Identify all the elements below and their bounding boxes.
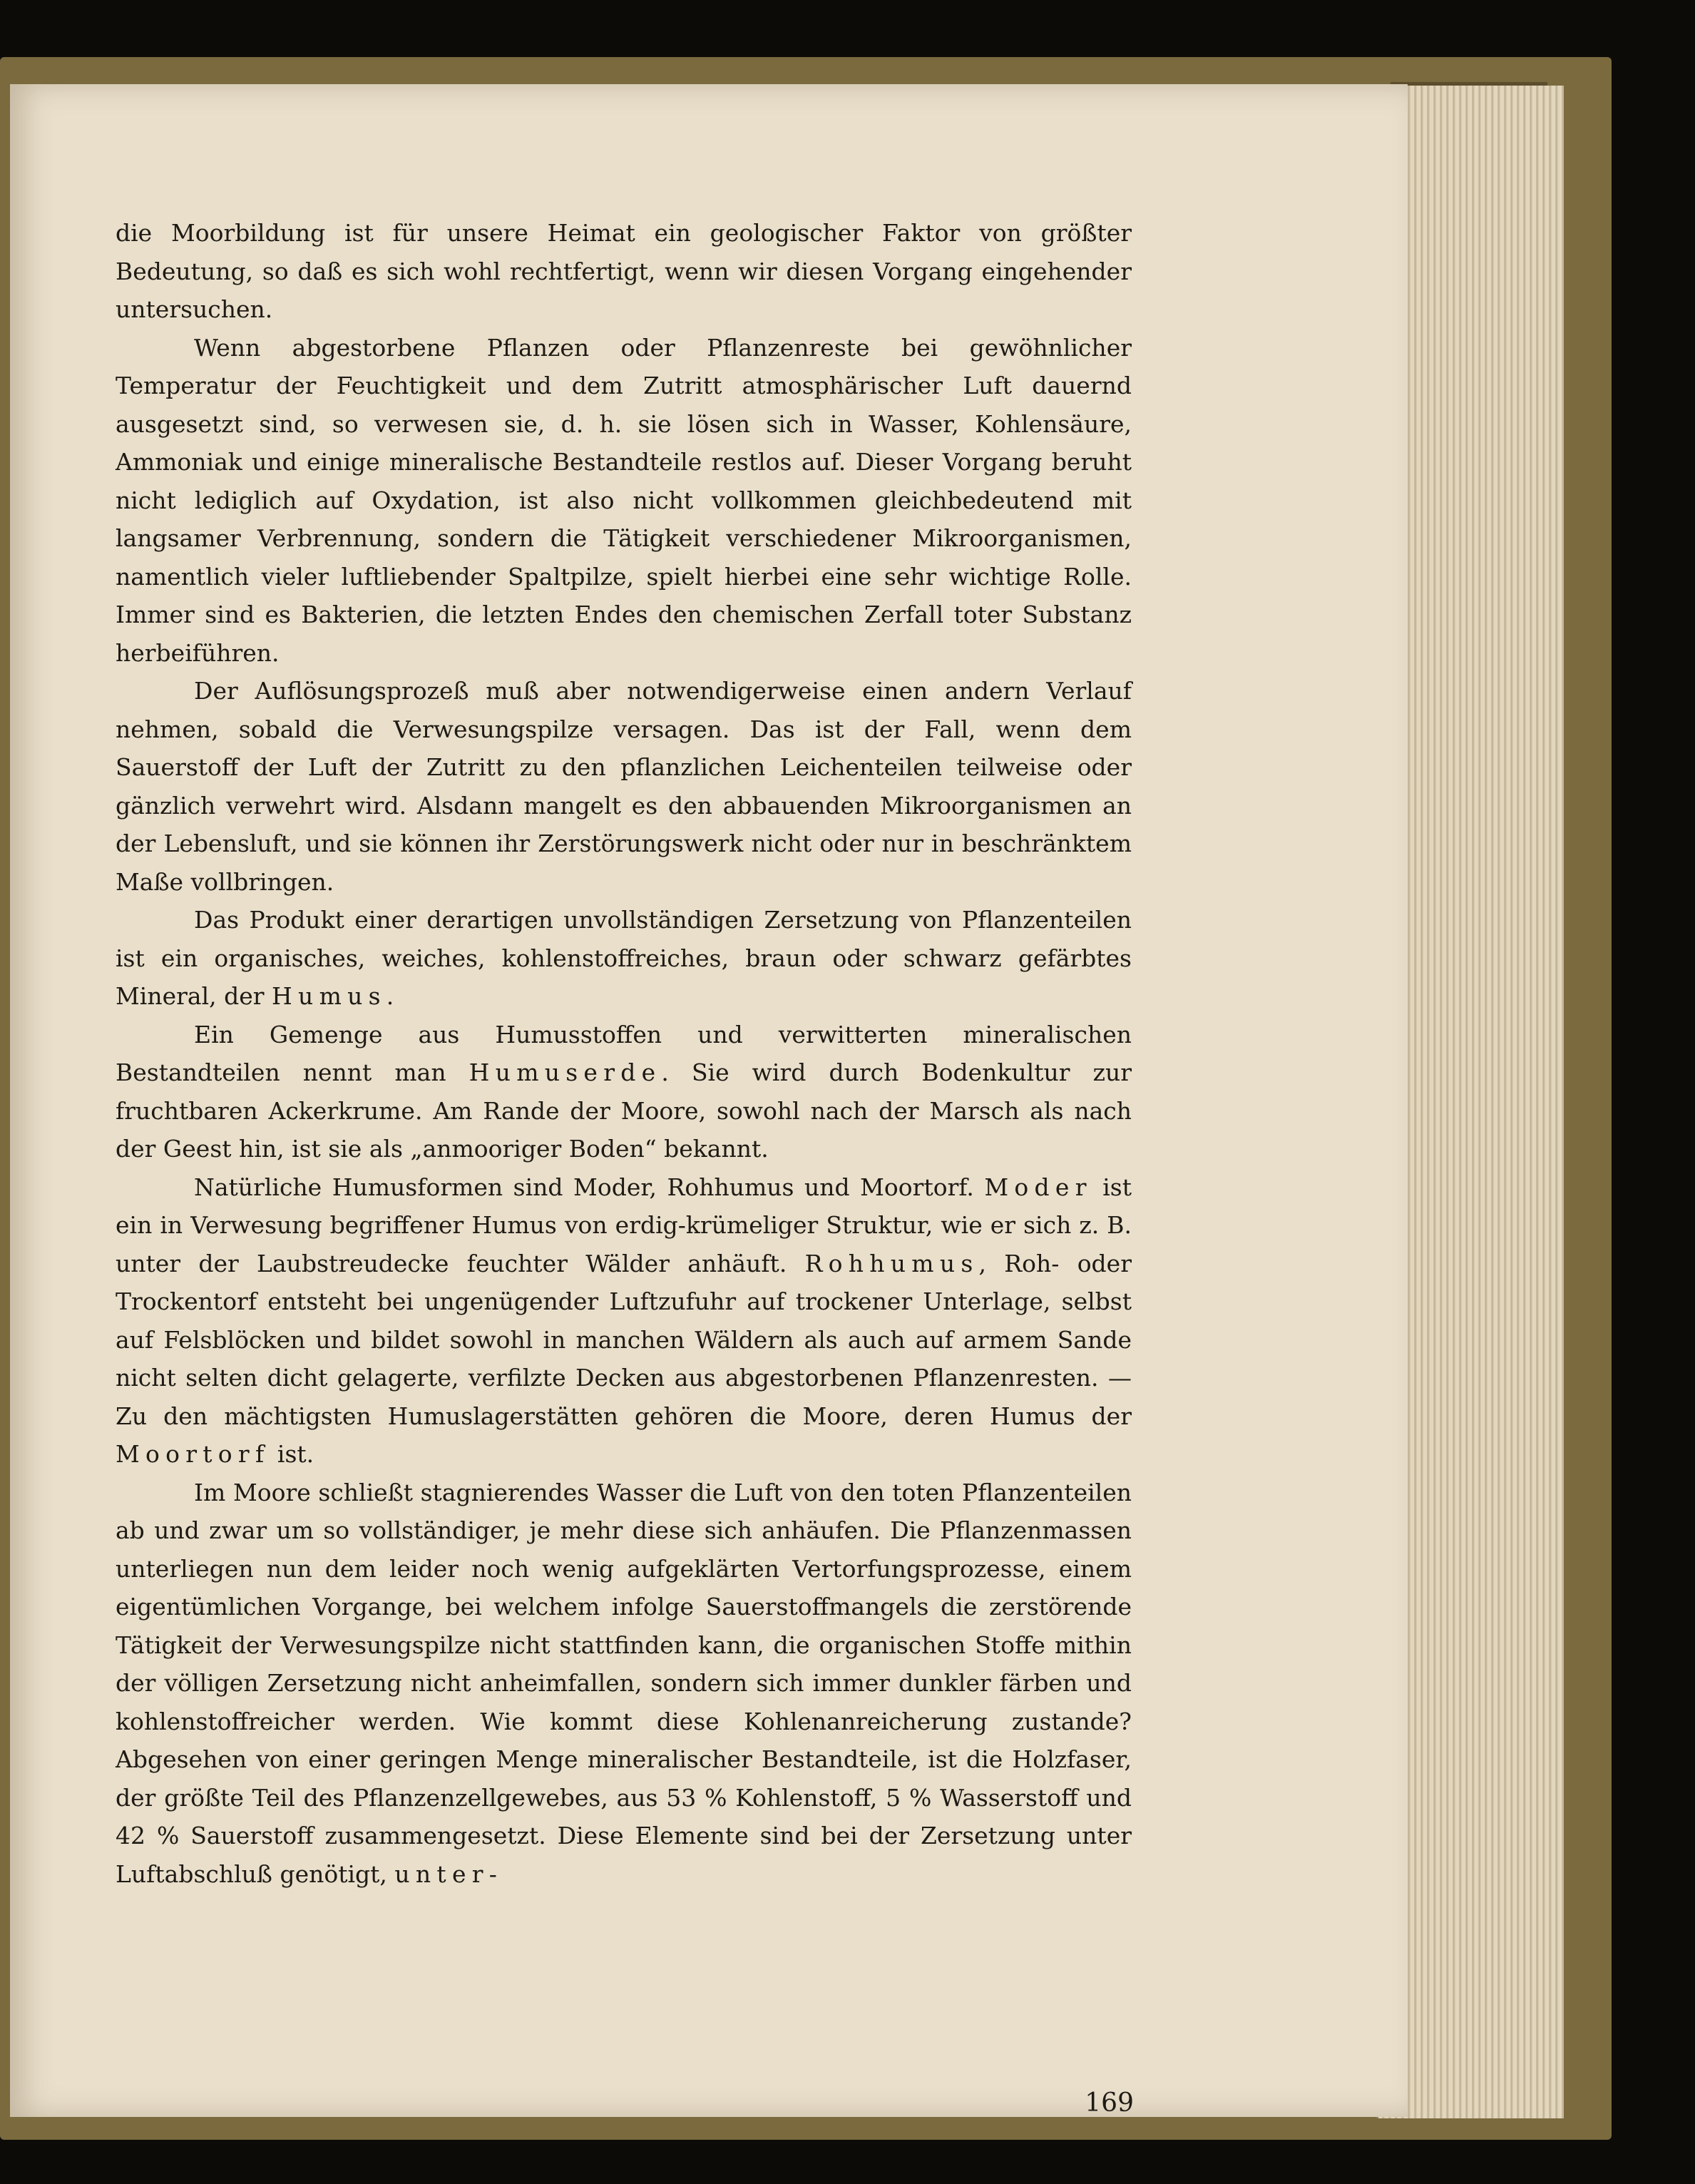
paragraph [116, 1016, 1132, 1168]
paragraph-text: ist. [270, 1440, 314, 1468]
spaced-term: Humuserde [468, 1058, 662, 1086]
paragraph [116, 329, 1132, 673]
paragraph-text: Ein Gemenge aus Humusstoffen und verwitterten mineralischen Bestandteilen nennt man [116, 1020, 1132, 1086]
paragraph [116, 214, 1132, 329]
paragraph [116, 672, 1132, 901]
paragraph-text: Im Moore schließt stagnierendes Wasser die Luft von den toten Pflanzenteilen ab und zwar um so vollständiger, je mehr diese sich anhäufen. Die Pflanzenmassen unterliegen nun dem leider noch wenig aufgeklärten Vertorfungsprozesse, einem eigentümlichen Vorgange, bei welchem infolge Sauerstoffmangels die zerstörende Tätigkeit der Verwesungspilze nicht stattfinden kann, die organischen Stoffe mithin der völligen Zersetzung nicht anheimfallen, sondern sich immer dunkler färben und kohlenstoffreicher werden. Wie kommt diese Kohlenanreicherung zustande? Abgesehen von einer geringen Menge mineralischer Bestandteile, ist die Holzfaser, der größte Teil des Pflanzenzellgewebes, aus 53 % Kohlenstoff, 5 % Wasserstoff und 42 % Sauerstoff zusammengesetzt. Diese Elemente sind bei der Zersetzung unter Luftabschluß genötigt, [116, 1478, 1132, 1888]
paragraph-text: ist ein in Verwesung begriffener Humus von erdig-krümeliger Struktur, wie er sich z. B. unter der Laubstreudecke feuchter Wälder anhäuft. [116, 1173, 1132, 1277]
spaced-term: Moortorf [116, 1440, 270, 1468]
paragraph-text: . Sie wird durch Bodenkultur zur fruchtbaren Ackerkrume. Am Rande der Moore, sowohl nach der Marsch als nach der Geest hin, ist sie als „anmooriger Boden“ bekannt. [116, 1058, 1132, 1163]
paragraph-text: , Roh- oder Trockentorf entsteht bei ungenügender Luftzufuhr auf trockener Unterlage, selbst auf Felsblöcken und bildet sowohl in manchen Wäldern als auch auf armem Sande nicht selten dicht gelagerte, verfilzte Decken aus abgestorbenen Pflanzenresten. — Zu den mächtigsten Humuslagerstätten gehören die Moore, deren Humus der [116, 1249, 1132, 1430]
paragraph-text: . [386, 982, 394, 1010]
page-number: 169 [1085, 2088, 1134, 2118]
paragraph-text: Wenn abgestorbene Pflanzen oder Pflanzenreste bei gewöhnlicher Temperatur der Feuchtigkeit und dem Zutritt atmosphärischer Luft dauernd ausgesetzt sind, so verwesen sie, d. h. sie lösen sich in Wasser, Kohlensäure, Ammoniak und einige mineralische Bestandteile restlos auf. Dieser Vorgang beruht nicht lediglich auf Oxydation, ist also nicht vollkommen gleichbedeutend mit langsamer Verbrennung, sondern die Tätigkeit verschiedener Mikroorganismen, namentlich vieler luftliebender Spaltpilze, spielt hierbei eine sehr wichtige Rolle. Immer sind es Bakterien, die letzten Endes den chemischen Zerfall toter Substanz herbeiführen. [116, 333, 1132, 667]
spaced-term: Moder [984, 1173, 1092, 1201]
paragraph [116, 1474, 1132, 1894]
spaced-term: unter- [394, 1859, 503, 1888]
spaced-term: Rohhumus [804, 1249, 979, 1277]
paragraph-text: die Moorbildung ist für unsere Heimat ein geologischer Faktor von größter Bedeutung, so daß es sich wohl rechtfertigt, wenn wir diesen Vorgang eingehender untersuchen. [116, 219, 1132, 323]
paragraph-text: Der Auflösungsprozeß muß aber notwendigerweise einen andern Verlauf nehmen, sobald die Verwesungspilze versagen. Das ist der Fall, wenn dem Sauerstoff der Luft der Zutritt zu den pflanzlichen Leichenteilen teilweise oder gänzlich verwehrt wird. Alsdann mangelt es den abbauenden Mikroorganismen an der Lebensluft, und sie können ihr Zerstörungswerk nicht oder nur in beschränktem Maße vollbringen. [116, 677, 1132, 896]
paragraph [116, 901, 1132, 1016]
body-text [116, 214, 1132, 1893]
paragraph-text: Das Produkt einer derartigen unvollständigen Zersetzung von Pflanzenteilen ist ein organisches, weiches, kohlenstoffreiches, braun oder schwarz gefärbtes Mineral, der [116, 906, 1132, 1010]
paragraph [116, 1168, 1132, 1474]
spaced-term: Humus [272, 982, 386, 1010]
paragraph-text: Natürliche Humusformen sind Moder, Rohhumus und Moortorf. [194, 1173, 985, 1201]
